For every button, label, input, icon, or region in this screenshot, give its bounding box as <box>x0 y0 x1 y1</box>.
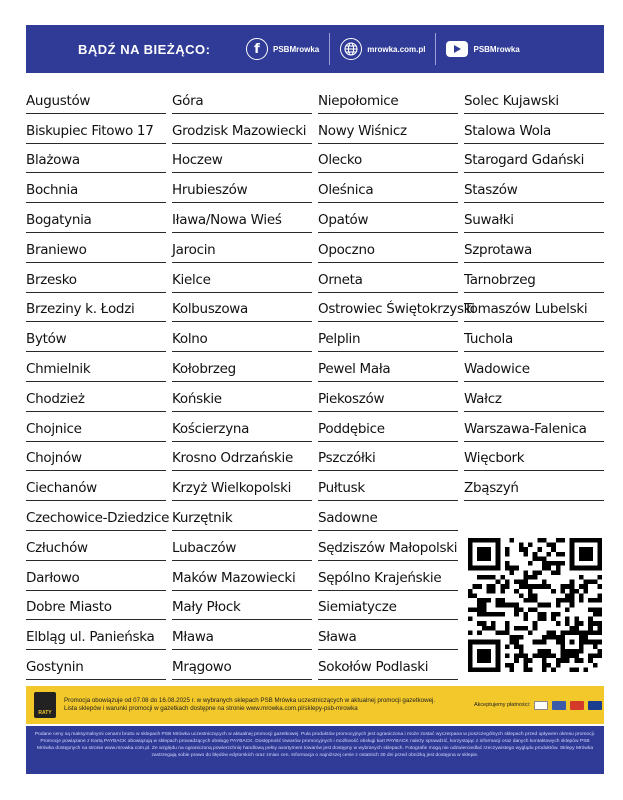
store-location: Starogard Gdański <box>464 144 604 174</box>
store-location: Bogatynia <box>26 203 166 233</box>
store-location: Biskupiec Fitowo 17 <box>26 114 166 144</box>
store-location: Mały Płock <box>172 591 312 621</box>
store-location: Piekoszów <box>318 382 458 412</box>
store-location: Elbląg ul. Panieńska <box>26 620 166 650</box>
store-location: Dobre Miasto <box>26 591 166 621</box>
store-location: Czechowice-Dziedzice <box>26 501 166 531</box>
card-logo-icon <box>534 701 548 710</box>
store-location: Człuchów <box>26 531 166 561</box>
store-location: Stalowa Wola <box>464 114 604 144</box>
store-location: Pszczółki <box>318 442 458 472</box>
store-location: Opatów <box>318 203 458 233</box>
store-location: Mrągowo <box>172 650 312 680</box>
youtube-link[interactable] <box>436 41 529 57</box>
store-location: Wadowice <box>464 352 604 382</box>
store-location: Kościerzyna <box>172 412 312 442</box>
store-location: Bochnia <box>26 173 166 203</box>
store-location: Tuchola <box>464 322 604 352</box>
store-location: Warszawa-Falenica <box>464 412 604 442</box>
facebook-label: PSBMrowka <box>273 44 320 54</box>
store-column-1 <box>26 84 170 680</box>
store-column-4 <box>464 84 604 501</box>
store-location: Sępólno Krajeńskie <box>318 561 458 591</box>
store-location: Poddębice <box>318 412 458 442</box>
store-location: Ostrowiec Świętokrzyski <box>318 293 458 323</box>
store-location: Suwałki <box>464 203 604 233</box>
store-location: Krzyż Wielkopolski <box>172 471 312 501</box>
store-location: Lubaczów <box>172 531 312 561</box>
legal-footer: Podane ceny są maksymalnymi cenami brutto w sklepach PSB Mrówka uczestniczących w aktualnej promocji gazetkowej. Pula produktów promocyjnych jest ograniczona i może zostać wyczerpana w poszczególnych sklepach przed upływem okresu promocji. Promocje powiązane z Kartą PAYBACK obowiązują w sklepach prowadzących obsługę PAYBACK. Dostępność towarów promocyjnych i możliwość obsługi kart PAYBACK należy sprawdzić, korzystając z informacji oraz danych kontaktowych sklepów PSB Mrówka dostępnych na stronie www.mrowka.com.pl. Ze względu na ograniczoną powierzchnię handlową pełny asortyment towarów jest dostępny w wybranych sklepach. Fotografie mogą nie odzwierciedlać rzeczywistego wyglądu produktów. Sklepy Mrówka zastrzegają sobie prawo do błędów edytorskich oraz zmian cen. Informacja o najniższej cenie z ostatnich 30 dni przed obniżką jest dostępna w sklepie. <box>26 726 604 774</box>
store-location: Krosno Odrzańskie <box>172 442 312 472</box>
store-location: Hrubieszów <box>172 173 312 203</box>
facebook-link[interactable] <box>236 38 329 60</box>
store-location: Opoczno <box>318 233 458 263</box>
store-location: Darłowo <box>26 561 166 591</box>
store-location: Mława <box>172 620 312 650</box>
visa-icon <box>588 701 602 710</box>
store-location: Chodzież <box>26 382 166 412</box>
store-location: Zbąszyń <box>464 471 604 501</box>
promo-line-2: Lista sklepów i warunki promocji w gazetkach dostępne na stronie www.mrowka.com.pl/sklepy-psb-mrowka <box>64 705 358 712</box>
store-location: Więcbork <box>464 442 604 472</box>
store-location: Wałcz <box>464 382 604 412</box>
store-location: Góra <box>172 84 312 114</box>
promo-bar <box>26 686 604 724</box>
store-location: Sokołów Podlaski <box>318 650 458 680</box>
store-location: Siemiatycze <box>318 591 458 621</box>
store-location: Końskie <box>172 382 312 412</box>
store-location: Pelplin <box>318 322 458 352</box>
store-location: Niepołomice <box>318 84 458 114</box>
store-location: Orneta <box>318 263 458 293</box>
store-location: Chmielnik <box>26 352 166 382</box>
website-label: mrowka.com.pl <box>367 44 426 54</box>
store-location: Grodzisk Mazowiecki <box>172 114 312 144</box>
store-location: Brzesko <box>26 263 166 293</box>
store-location: Augustów <box>26 84 166 114</box>
store-location: Kurzętnik <box>172 501 312 531</box>
banner-tagline: BĄDŹ NA BIEŻĄCO: <box>78 41 211 57</box>
store-location: Solec Kujawski <box>464 84 604 114</box>
store-location: Gostynin <box>26 650 166 680</box>
store-location: Olecko <box>318 144 458 174</box>
store-location: Jarocin <box>172 233 312 263</box>
facebook-icon: f <box>246 38 268 60</box>
store-location: Sadowne <box>318 501 458 531</box>
store-location: Brzeziny k. Łodzi <box>26 293 166 323</box>
social-links <box>236 25 530 73</box>
store-location: Kielce <box>172 263 312 293</box>
store-column-3 <box>318 84 475 680</box>
store-location: Hoczew <box>172 144 312 174</box>
payment-label: Akceptujemy płatności: <box>474 702 531 708</box>
store-location: Nowy Wiśnicz <box>318 114 458 144</box>
store-location: Staszów <box>464 173 604 203</box>
store-location: Kolno <box>172 322 312 352</box>
website-link[interactable] <box>330 38 435 60</box>
store-location: Szprotawa <box>464 233 604 263</box>
globe-icon <box>340 38 362 60</box>
store-location: Pewel Mała <box>318 352 458 382</box>
social-banner <box>26 25 604 73</box>
store-location: Kołobrzeg <box>172 352 312 382</box>
youtube-icon <box>446 41 468 57</box>
store-location: Oleśnica <box>318 173 458 203</box>
store-location: Iława/Nowa Wieś <box>172 203 312 233</box>
store-location: Sędziszów Małopolski <box>318 531 458 561</box>
promo-text <box>64 697 444 714</box>
payment-methods <box>474 701 602 710</box>
promo-line-1: Promocja obowiązuje od 07.08 do 16.08.2025 r. w wybranych sklepach PSB Mrówka uczestniczących w aktualnej promocji gazetkowej. <box>64 696 436 704</box>
store-location: Tarnobrzeg <box>464 263 604 293</box>
qr-code <box>468 538 602 672</box>
store-location: Maków Mazowiecki <box>172 561 312 591</box>
store-location: Chojnów <box>26 442 166 472</box>
store-location: Braniewo <box>26 233 166 263</box>
store-location: Sława <box>318 620 458 650</box>
store-location: Chojnice <box>26 412 166 442</box>
store-location: Kolbuszowa <box>172 293 312 323</box>
maestro-icon <box>552 701 566 710</box>
installment-badge-icon: RATY <box>34 692 56 718</box>
store-column-2 <box>172 84 312 680</box>
store-location: Pułtusk <box>318 471 458 501</box>
store-location: Bytów <box>26 322 166 352</box>
youtube-label: PSBMrowka <box>473 44 520 54</box>
store-location: Tomaszów Lubelski <box>464 293 604 323</box>
store-location: Blażowa <box>26 144 166 174</box>
store-location: Ciechanów <box>26 471 166 501</box>
mastercard-icon <box>570 701 584 710</box>
